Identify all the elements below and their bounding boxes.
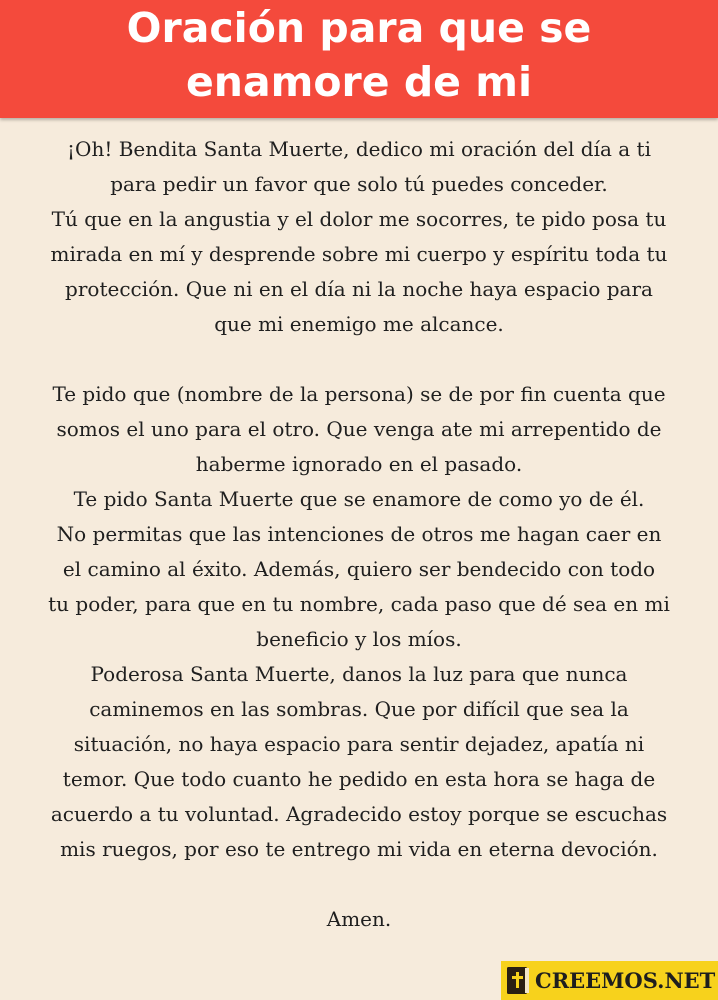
title-line: enamore de mi [185, 58, 533, 106]
prayer-text [0, 132, 718, 937]
title-line: Oración para que se [126, 4, 592, 52]
prayer-line: Poderosa Santa Muerte, danos la luz para que nunca [90, 662, 628, 686]
prayer-line: Tú que en la angustia y el dolor me socorres, te pido posa tu [51, 207, 667, 231]
prayer-line: el camino al éxito. Además, quiero ser bendecido con todo [62, 557, 656, 581]
page-title [0, 0, 718, 109]
prayer-line: protección. Que ni en el día ni la noche haya espacio para [65, 277, 653, 301]
prayer-line: haberme ignorado en el pasado. [195, 452, 523, 476]
prayer-line: Te pido Santa Muerte que se enamore de como yo de él. [73, 487, 645, 511]
prayer-line: somos el uno para el otro. Que venga ate mi arrepentido de [56, 417, 662, 441]
prayer-line: mirada en mí y desprende sobre mi cuerpo y espíritu toda tu [50, 242, 668, 266]
paragraph-spacer [0, 867, 718, 902]
prayer-closing: Amen. [326, 907, 392, 931]
prayer-line: ¡Oh! Bendita Santa Muerte, dedico mi oración del día a ti [67, 137, 651, 161]
bible-cross-icon [506, 966, 530, 995]
logo-text: CREEMOS.NET [535, 968, 716, 993]
prayer-line: No permitas que las intenciones de otros me hagan caer en [56, 522, 662, 546]
title-banner [0, 0, 718, 118]
site-logo[interactable] [501, 961, 718, 1000]
prayer-line: beneficio y los míos. [256, 627, 462, 651]
prayer-line: situación, no haya espacio para sentir dejadez, apatía ni [73, 732, 645, 756]
prayer-line: Te pido que (nombre de la persona) se de por fin cuenta que [52, 382, 666, 406]
paragraph-spacer [0, 342, 718, 377]
prayer-line: temor. Que todo cuanto he pedido en esta hora se haga de [62, 767, 656, 791]
prayer-line: caminemos en las sombras. Que por difícil que sea la [89, 697, 629, 721]
prayer-line: que mi enemigo me alcance. [214, 312, 504, 336]
prayer-line: acuerdo a tu voluntad. Agradecido estoy porque se escuchas [50, 802, 668, 826]
prayer-line: para pedir un favor que solo tú puedes conceder. [110, 172, 608, 196]
prayer-line: mis ruegos, por eso te entrego mi vida en eterna devoción. [60, 837, 658, 861]
prayer-line: tu poder, para que en tu nombre, cada paso que dé sea en mi [48, 592, 670, 616]
